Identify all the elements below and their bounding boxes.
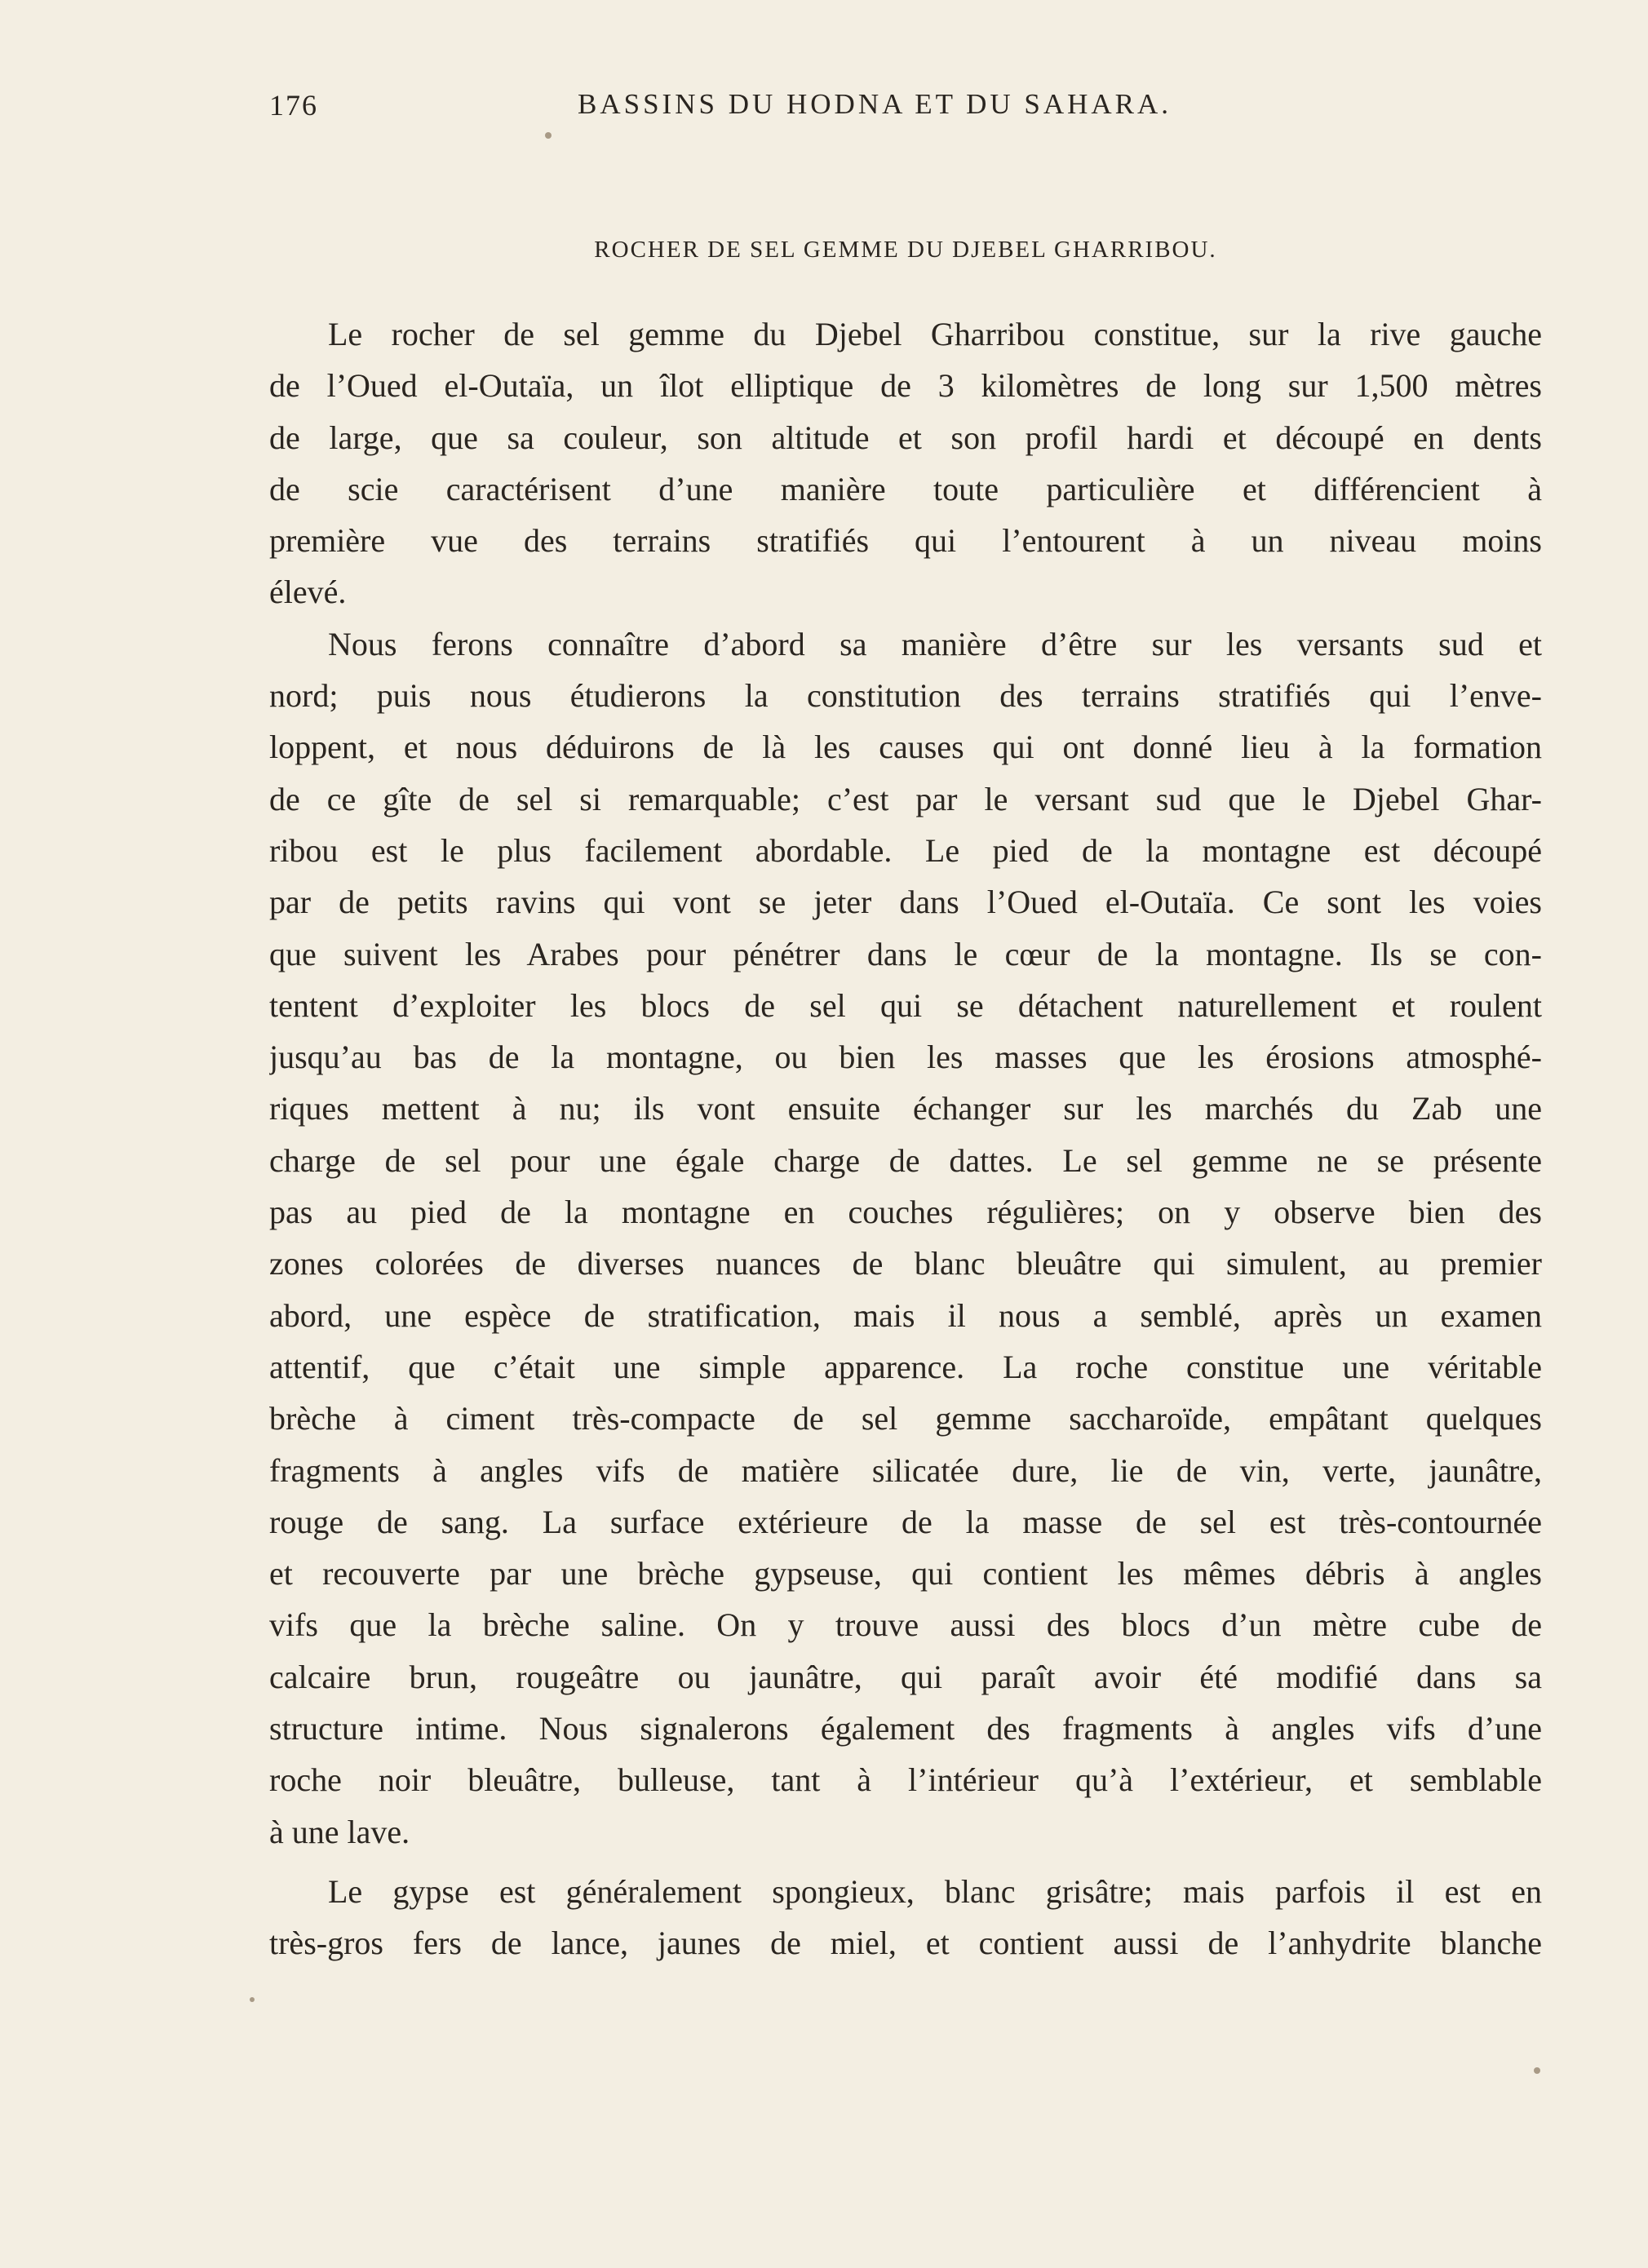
text-line: pas au pied de la montagne en couches régulières; on y observe bien des [269, 1194, 1542, 1231]
text-line: fragments à angles vifs de matière silicatée dure, lie de vin, verte, jaunâtre, [269, 1451, 1542, 1489]
text-line: attentif, que c’était une simple apparence. La roche constitue une véritable [269, 1348, 1542, 1385]
body-text [269, 308, 1542, 1969]
text-line: Nous ferons connaître d’abord sa manière d’être sur les versants sud et [328, 625, 1542, 662]
running-head [269, 88, 1558, 137]
text-line: très-gros fers de lance, jaunes de miel, et contient aussi de l’anhydrite blanche [269, 1925, 1542, 1962]
text-line: de ce gîte de sel si remarquable; c’est par le versant sud que le Djebel Ghar- [269, 780, 1542, 817]
text-line: Le rocher de sel gemme du Djebel Gharribou constitue, sur la rive gauche [328, 316, 1542, 352]
text-line: rouge de sang. La surface extérieure de la masse de sel est très-contournée [269, 1503, 1542, 1540]
text-line: ribou est le plus facilement abordable. Le pied de la montagne est découpé [269, 831, 1542, 869]
section-heading: ROCHER DE SEL GEMME DU DJEBEL GHARRIBOU. [594, 237, 1217, 263]
text-line: roche noir bleuâtre, bulleuse, tant à l’intérieur qu’à l’extérieur, et semblable [269, 1761, 1542, 1799]
text-line: structure intime. Nous signalerons également des fragments à angles vifs d’une [269, 1710, 1542, 1748]
text-line: abord, une espèce de stratification, mais il nous a semblé, après un examen [269, 1296, 1542, 1334]
text-line: vifs que la brèche saline. On y trouve aussi des blocs d’un mètre cube de [269, 1606, 1542, 1644]
running-title: BASSINS DU HODNA ET DU SAHARA. [578, 88, 1172, 120]
text-line: calcaire brun, rougeâtre ou jaunâtre, qui paraît avoir été modifié dans sa [269, 1658, 1542, 1695]
text-line: à une lave. [269, 1813, 410, 1850]
text-line: Le gypse est généralement spongieux, blanc grisâtre; mais parfois il est en [328, 1872, 1542, 1910]
paragraph [269, 308, 1542, 618]
text-line: jusqu’au bas de la montagne, ou bien les masses que les érosions atmosphé- [269, 1039, 1542, 1076]
text-line: zones colorées de diverses nuances de blanc bleuâtre qui simulent, au premier [269, 1245, 1542, 1282]
text-line: de large, que sa couleur, son altitude et son profil hardi et découpé en dents [269, 419, 1542, 456]
text-line: tentent d’exploiter les blocs de sel qui se détachent naturellement et roulent [269, 986, 1542, 1024]
ink-speck [545, 132, 552, 139]
text-line: par de petits ravins qui vont se jeter dans l’Oued el-Outaïa. Ce sont les voies [269, 884, 1542, 921]
page-number: 176 [269, 89, 318, 122]
text-line: première vue des terrains stratifiés qui l’entourent à un niveau moins [269, 522, 1542, 560]
text-line: élevé. [269, 574, 347, 611]
text-line: loppent, et nous déduirons de là les causes qui ont donné lieu à la formation [269, 729, 1542, 766]
text-line: brèche à ciment très-compacte de sel gemme saccharoïde, empâtant quelques [269, 1400, 1542, 1437]
ink-speck [250, 1997, 255, 2002]
ink-speck [1534, 2067, 1540, 2074]
text-line: nord; puis nous étudierons la constitution des terrains stratifiés qui l’enve- [269, 677, 1542, 715]
text-line: charge de sel pour une égale charge de dattes. Le sel gemme ne se présente [269, 1141, 1542, 1179]
paragraph [269, 1866, 1542, 1969]
text-line: de scie caractérisent d’une manière toute particulière et différencient à [269, 470, 1542, 507]
text-line: et recouverte par une brèche gypseuse, qui contient les mêmes débris à angles [269, 1555, 1542, 1592]
paragraph [269, 618, 1542, 1858]
text-line: que suivent les Arabes pour pénétrer dans le cœur de la montagne. Ils se con- [269, 935, 1542, 972]
text-line: riques mettent à nu; ils vont ensuite échanger sur les marchés du Zab une [269, 1090, 1542, 1127]
text-line: de l’Oued el-Outaïa, un îlot elliptique de 3 kilomètres de long sur 1,500 mètres [269, 367, 1542, 405]
